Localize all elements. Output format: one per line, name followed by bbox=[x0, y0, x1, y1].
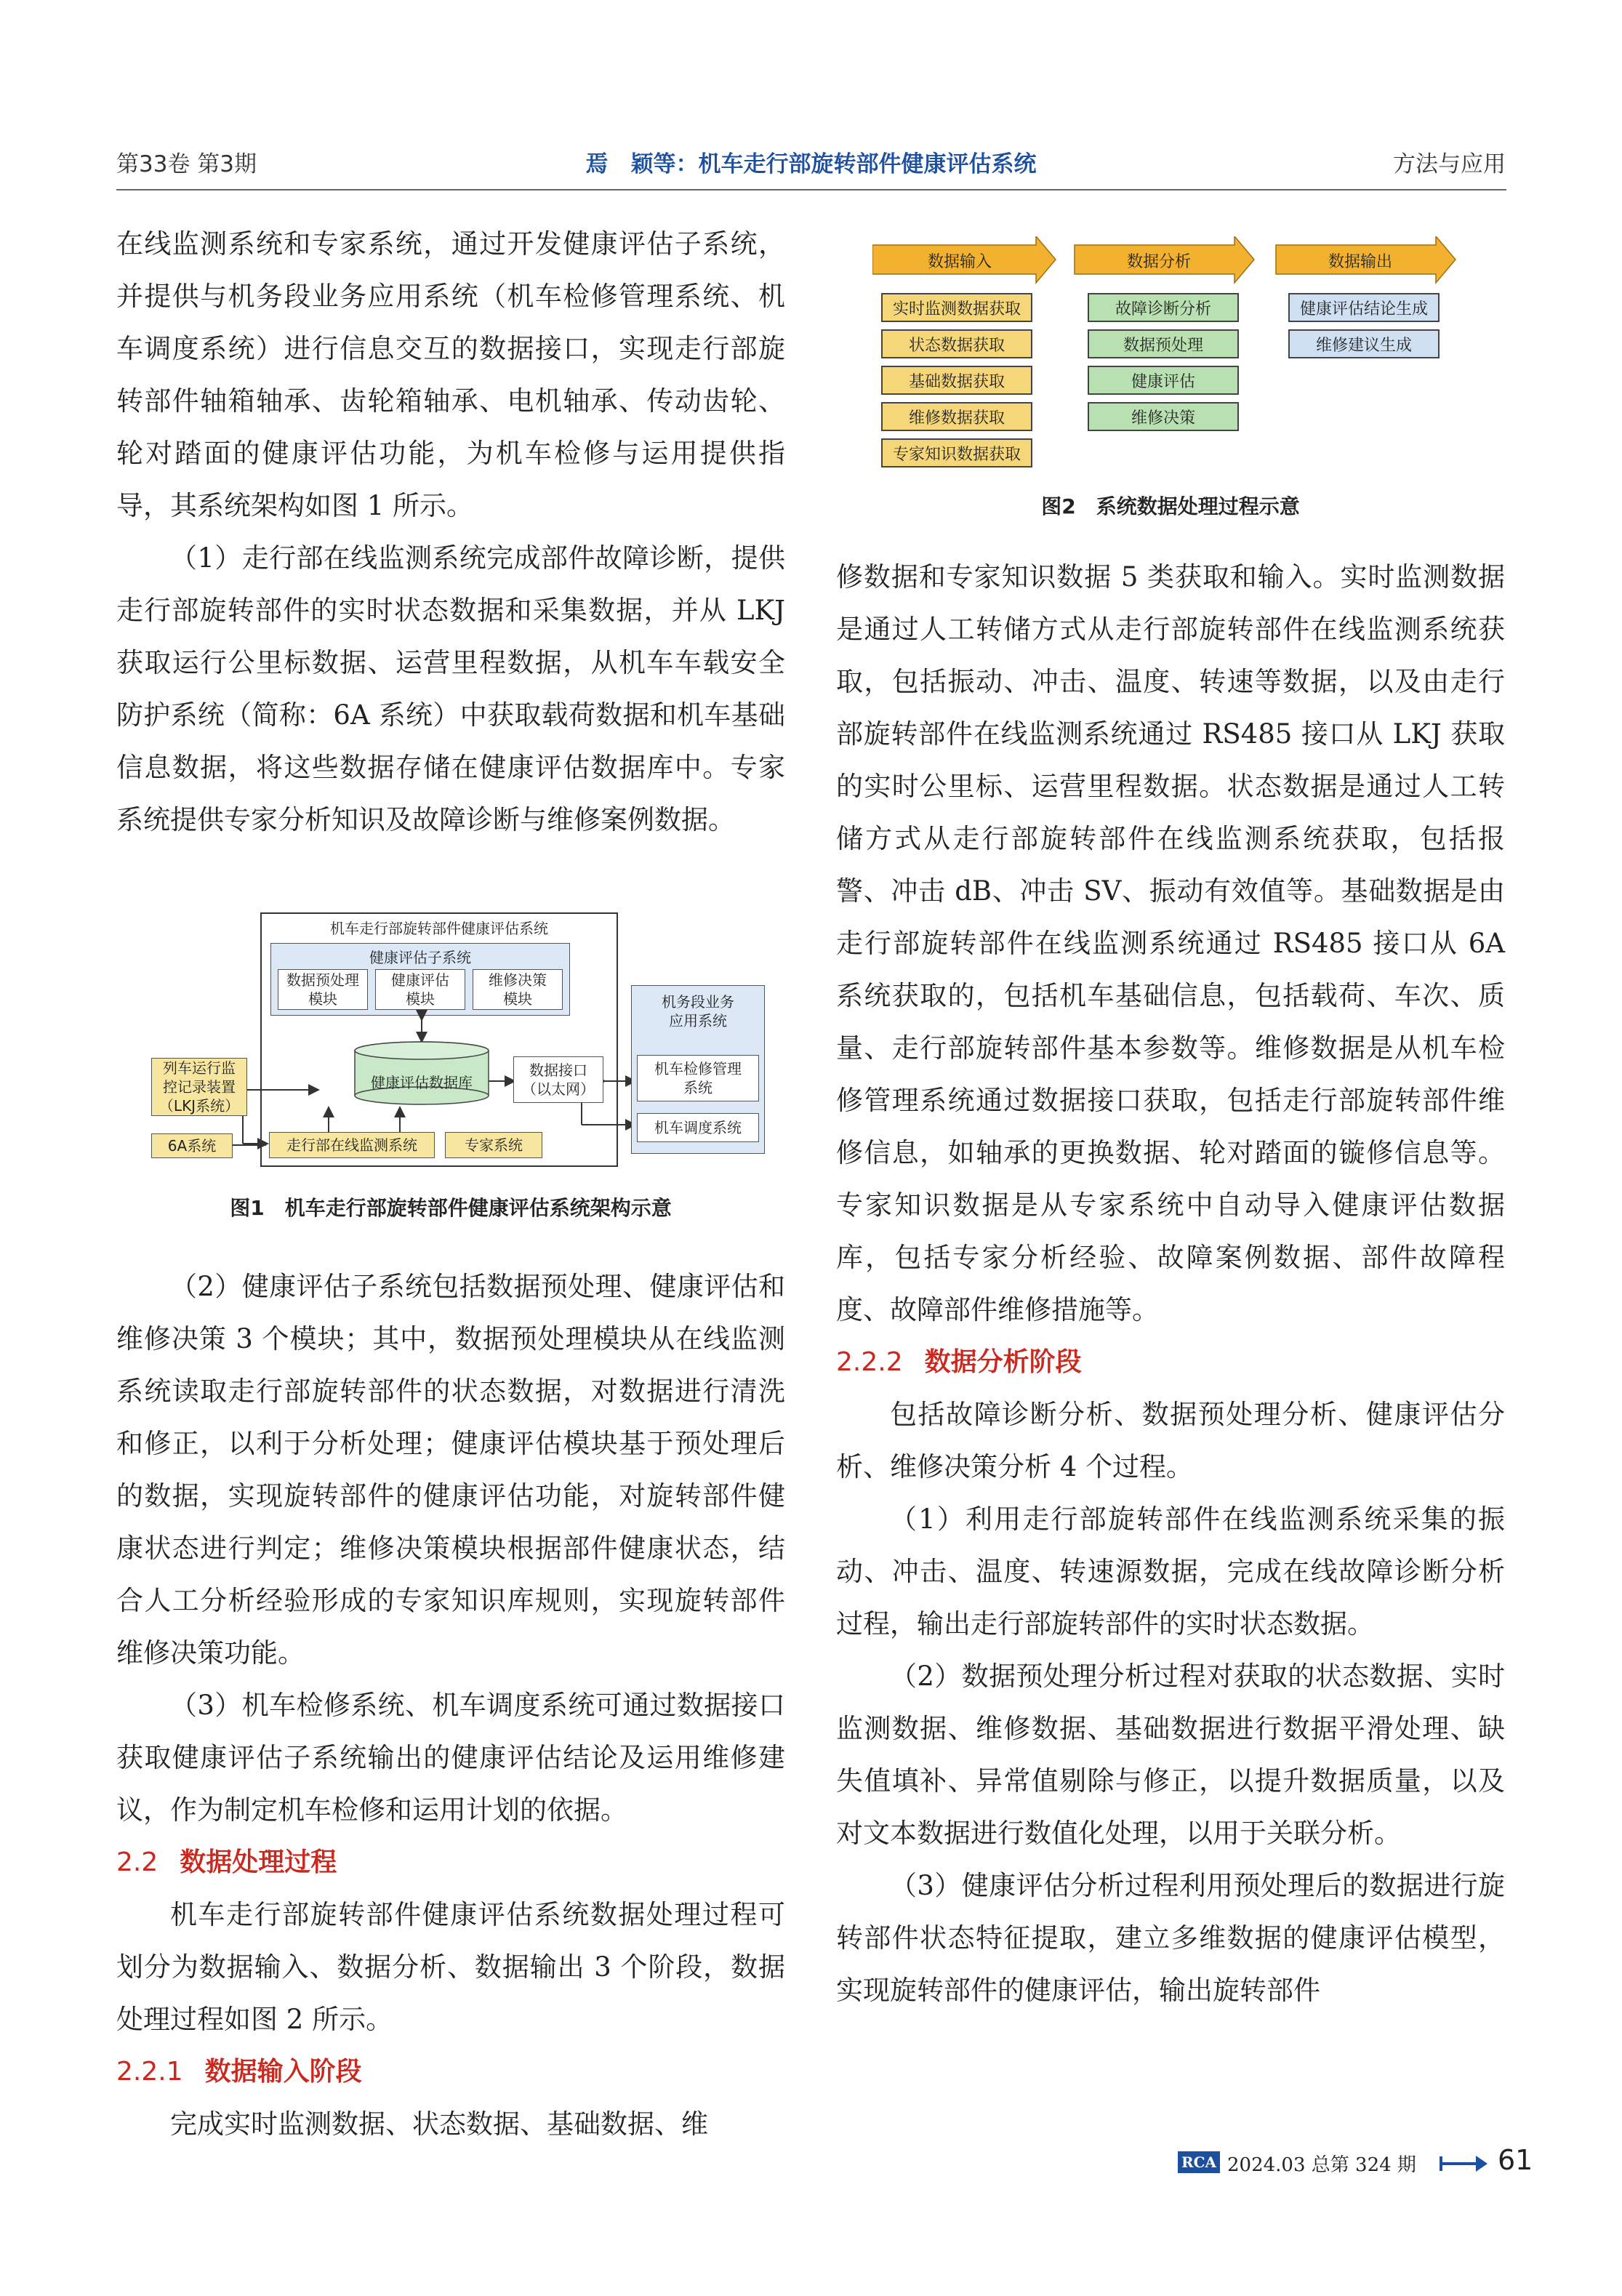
paragraph: （1）利用走行部旋转部件在线监测系统采集的振动、冲击、温度、转速源数据，完成在线故障诊断分析过程，输出走行部旋转部件的实时状态数据。 bbox=[836, 1504, 1505, 1639]
page-arrow-icon bbox=[1440, 2153, 1490, 2175]
figure-2 bbox=[872, 236, 1469, 476]
left-column-bottom bbox=[116, 1261, 785, 2151]
page-number: 61 bbox=[1498, 2144, 1533, 2176]
paragraph: 在线监测系统和专家系统，通过开发健康评估子系统，并提供与机务段业务应用系统（机车检修管理系统、机车调度系统）进行信息交互的数据接口，实现走行部旋转部件轴箱轴承、齿轮箱轴承、电机轴承、传动齿轮、轮对踏面的健康评估功能，为机车检修与运用提供指导，其系统架构如图 1 所示。 bbox=[116, 228, 785, 521]
input-item: 状态数据获取 bbox=[881, 329, 1032, 358]
analysis-item: 数据预处理 bbox=[1088, 329, 1239, 358]
issue-info: 2024.03 总第 324 期 bbox=[1227, 2154, 1416, 2176]
running-header-section: 方法与应用 bbox=[1393, 151, 1506, 177]
section-heading-2-2: 2.2 数据处理过程 bbox=[116, 1847, 337, 1877]
module-preprocess: 数据预处理 模块 bbox=[278, 969, 368, 1010]
running-header-title: 焉 颖等：机车走行部旋转部件健康评估系统 bbox=[585, 151, 1037, 177]
module-health: 健康评估 模块 bbox=[375, 969, 465, 1010]
stage-analysis-label: 数据分析 bbox=[1126, 253, 1191, 271]
page-footer bbox=[1178, 2144, 1533, 2177]
maintenance-system-box: 机车检修管理 系统 bbox=[637, 1055, 759, 1101]
analysis-item: 故障诊断分析 bbox=[1088, 293, 1239, 322]
expert-system-box: 专家系统 bbox=[445, 1132, 542, 1158]
analysis-item: 健康评估 bbox=[1088, 366, 1239, 395]
right-column bbox=[836, 551, 1505, 2017]
dispatch-system-box: 机车调度系统 bbox=[637, 1113, 759, 1142]
paragraph: （3）机车检修系统、机车调度系统可通过数据接口获取健康评估子系统输出的健康评估结论及运用维修建议，作为制定机车检修和运用计划的依据。 bbox=[116, 1690, 785, 1826]
header-rule bbox=[116, 189, 1506, 190]
figure-2-caption: 图2 系统数据处理过程示意 bbox=[1041, 494, 1300, 518]
figure-1 bbox=[145, 912, 771, 1174]
paragraph: 机车走行部旋转部件健康评估系统数据处理过程可划分为数据输入、数据分析、数据输出 3 个阶段，数据处理过程如图 2 所示。 bbox=[116, 1899, 785, 2035]
sixA-box: 6A系统 bbox=[151, 1133, 233, 1158]
input-item: 基础数据获取 bbox=[881, 366, 1032, 395]
depot-system-title: 机务段业务 应用系统 bbox=[662, 993, 734, 1029]
paragraph: （1）走行部在线监测系统完成部件故障诊断，提供走行部旋转部件的实时状态数据和采集数据，并从 LKJ 获取运行公里标数据、运营里程数据，从机车车载安全防护系统（简称：6A 系统）中获取载荷数据和机车基础信息数据，将这些数据存储在健康评估数据库中。专家系统提供专家分析知识及故障诊断与维修案例数据。 bbox=[116, 542, 785, 835]
output-item: 健康评估结论生成 bbox=[1288, 293, 1440, 322]
online-monitor-box: 走行部在线监测系统 bbox=[269, 1132, 435, 1158]
data-interface-box: 数据接口 （以太网） bbox=[513, 1056, 603, 1103]
section-heading-2-2-1: 2.2.1 数据输入阶段 bbox=[116, 2057, 362, 2087]
input-item: 实时监测数据获取 bbox=[881, 293, 1032, 322]
journal-logo: RCA bbox=[1178, 2151, 1220, 2173]
figure-1-caption: 图1 机车走行部旋转部件健康评估系统架构示意 bbox=[230, 1196, 672, 1220]
paragraph: 修数据和专家知识数据 5 类获取和输入。实时监测数据是通过人工转储方式从走行部旋转部件在线监测系统获取，包括振动、冲击、温度、转速等数据，以及由走行部旋转部件在线监测系统通过 RS485 接口从 LKJ 获取的实时公里标、运营里程数据。状态数据是通过人工转储方式从走行部旋转部件在线监测系统获取，包括报警、冲击 dB、冲击 SV、振动有效值等。基础数据是由走行部旋转部件在线监测系统通过 RS485 接口从 6A 系统获取的，包括机车基础信息，包括载荷、车次、质量、走行部旋转部件基本参数等。维修数据是从机车检修管理系统通过数据接口获取，包括走行部旋转部件维修信息，如轴承的更换数据、轮对踏面的镟修信息等。专家知识数据是从专家系统中自动导入健康评估数据库，包括专家分析经验、故障案例数据、部件故障程度、故障部件维修措施等。 bbox=[836, 561, 1505, 1325]
paragraph: 包括故障诊断分析、数据预处理分析、健康评估分析、维修决策分析 4 个过程。 bbox=[836, 1399, 1505, 1482]
paragraph: 完成实时监测数据、状态数据、基础数据、维 bbox=[170, 2108, 708, 2140]
running-header-volume: 第33卷 第3期 bbox=[116, 151, 257, 177]
stage-input-label: 数据输入 bbox=[927, 253, 992, 271]
left-column-top bbox=[116, 218, 785, 846]
analysis-item: 维修决策 bbox=[1088, 402, 1239, 431]
module-decision: 维修决策 模块 bbox=[473, 969, 563, 1010]
system-title: 机车走行部旋转部件健康评估系统 bbox=[330, 920, 548, 937]
subsystem-title: 健康评估子系统 bbox=[369, 949, 471, 966]
section-heading-2-2-2: 2.2.2 数据分析阶段 bbox=[836, 1347, 1082, 1377]
output-item: 维修建议生成 bbox=[1288, 329, 1440, 358]
paragraph: （3）健康评估分析过程利用预处理后的数据进行旋转部件状态特征提取，建立多维数据的健康评估模型，实现旋转部件的健康评估，输出旋转部件 bbox=[836, 1870, 1505, 2006]
input-item: 专家知识数据获取 bbox=[881, 438, 1032, 467]
stage-output-label: 数据输出 bbox=[1328, 253, 1392, 271]
input-item: 维修数据获取 bbox=[881, 402, 1032, 431]
paragraph: （2）数据预处理分析过程对获取的状态数据、实时监测数据、维修数据、基础数据进行数据平滑处理、缺失值填补、异常值剔除与修正，以提升数据质量，以及对文本数据进行数值化处理，以用于关联分析。 bbox=[836, 1661, 1505, 1849]
database-label: 健康评估数据库 bbox=[371, 1074, 473, 1091]
paragraph: （2）健康评估子系统包括数据预处理、健康评估和维修决策 3 个模块；其中，数据预处理模块从在线监测系统读取走行部旋转部件的状态数据，对数据进行清洗和修正，以利于分析处理；健康评估模块基于预处理后的数据，实现旋转部件的健康评估功能，对旋转部件健康状态进行判定；维修决策模块根据部件健康状态，结合人工分析经验形成的专家知识库规则，实现旋转部件维修决策功能。 bbox=[116, 1271, 785, 1669]
lkj-box: 列车运行监 控记录装置 （LKJ系统） bbox=[151, 1058, 247, 1116]
